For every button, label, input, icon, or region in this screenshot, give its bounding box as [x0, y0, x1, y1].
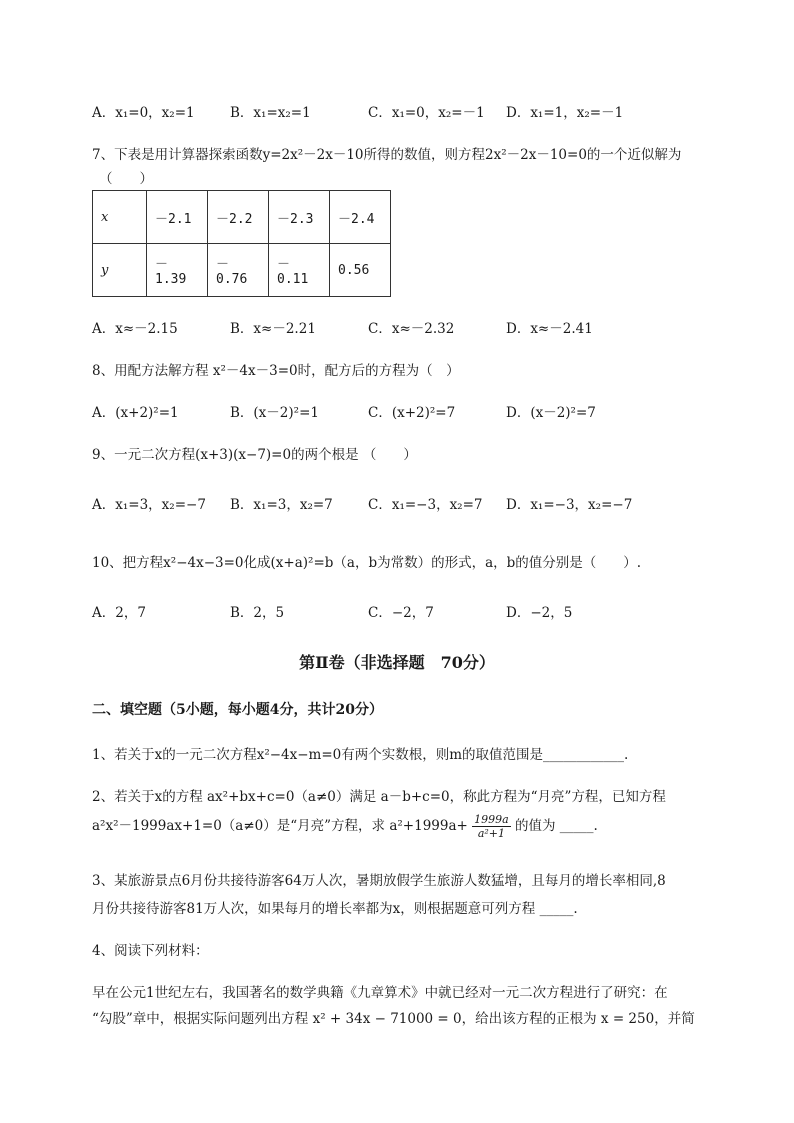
q10-option-c: C．−2，7 [368, 605, 434, 621]
table-cell: －1.39 [147, 244, 208, 297]
fill2-line1: 2、若关于x的方程 ax²+bx+c=0（a≠0）满足 a－b+c=0，称此方程为“月亮”方程，已知方程 [92, 789, 666, 805]
q6-option-c: C．x₁=0，x₂=－1 [368, 105, 485, 121]
q6-option-d: D．x₁=1，x₂=－1 [506, 105, 624, 121]
q6-option-a: A．x₁=0，x₂=1 [92, 105, 195, 121]
table-cell: 0.56 [330, 244, 391, 297]
q9-option-b: B．x₁=3，x₂=7 [230, 497, 333, 513]
q9-option-a: A．x₁=3，x₂=−7 [92, 497, 206, 513]
q7-value-table [92, 190, 391, 297]
fill2-fraction-numerator: 1999a [474, 813, 509, 826]
fill2-line2-post: 的值为 _____. [515, 818, 598, 834]
table-cell: －2.2 [208, 191, 269, 244]
q7-option-d: D．x≈－2.41 [506, 321, 593, 337]
q10-option-a: A．2，7 [92, 605, 146, 621]
q8-option-a: A．(x+2)²=1 [92, 405, 179, 421]
table-row [93, 244, 391, 297]
table-cell-x-label: x [93, 191, 147, 244]
q10-option-b: B．2，5 [230, 605, 285, 621]
fill2-fraction-denominator: a²+1 [477, 827, 506, 840]
q7-paren: （ ） [99, 171, 153, 187]
q8-option-c: C．(x+2)²=7 [368, 405, 456, 421]
table-row [93, 191, 391, 244]
q8-option-d: D．(x－2)²=7 [506, 405, 596, 421]
q7-stem: 7、下表是用计算器探索函数y=2x²－2x－10所得的数值，则方程2x²－2x－10=0的一个近似解为 [92, 147, 682, 163]
fill4-title: 4、阅读下列材料： [92, 943, 209, 959]
table-cell: －0.11 [269, 244, 330, 297]
part2-title: 第Ⅱ卷（非选择题 70分） [299, 653, 495, 672]
fill1-question: 1、若关于x的一元二次方程x²−4x−m=0有两个实数根，则m的取值范围是____________. [92, 747, 629, 763]
q8-stem: 8、用配方法解方程 x²－4x－3=0时，配方后的方程为（ ） [92, 363, 460, 379]
q6-option-b: B．x₁=x₂=1 [230, 105, 311, 121]
table-cell: －2.4 [330, 191, 391, 244]
q8-option-b: B．(x－2)²=1 [230, 405, 319, 421]
section2-heading: 二、填空题（5小题，每小题4分，共计20分） [92, 702, 383, 718]
fill2-fraction [472, 813, 511, 840]
table-cell: －2.3 [269, 191, 330, 244]
fill3-line2: 月份共接待游客81万人次，如果每月的增长率都为x，则根据题意可列方程 _____. [92, 901, 578, 917]
fill4-line2: “勾股”章中，根据实际问题列出方程 x² + 34x − 71000 = 0，给出该方程的正根为 x = 250，并简 [92, 1011, 695, 1027]
fill2-line2-pre: a²x²－1999ax+1=0（a≠0）是“月亮”方程，求 a²+1999a+ [92, 818, 468, 834]
table-cell: －2.1 [147, 191, 208, 244]
fill4-line1: 早在公元1世纪左右，我国著名的数学典籍《九章算术》中就已经对一元二次方程进行了研究：在 [92, 985, 668, 1001]
q7-option-c: C．x≈－2.32 [368, 321, 455, 337]
q10-option-d: D．−2，5 [506, 605, 573, 621]
table-cell: －0.76 [208, 244, 269, 297]
q7-option-a: A．x≈－2.15 [92, 321, 178, 337]
table-cell-y-label: y [93, 244, 147, 297]
q10-stem: 10、把方程x²−4x−3=0化成(x+a)²=b（a，b为常数）的形式，a，b的值分别是（ ）. [92, 555, 642, 571]
q7-option-b: B．x≈－2.21 [230, 321, 316, 337]
q9-stem: 9、一元二次方程(x+3)(x−7)=0的两个根是 （ ） [92, 447, 417, 463]
fill2-line2 [92, 813, 598, 840]
q9-option-c: C．x₁=−3，x₂=7 [368, 497, 483, 513]
q9-option-d: D．x₁=−3，x₂=−7 [506, 497, 633, 513]
fill3-line1: 3、某旅游景点6月份共接待游客64万人次，暑期放假学生旅游人数猛增，且每月的增长率相同,8 [92, 873, 666, 889]
